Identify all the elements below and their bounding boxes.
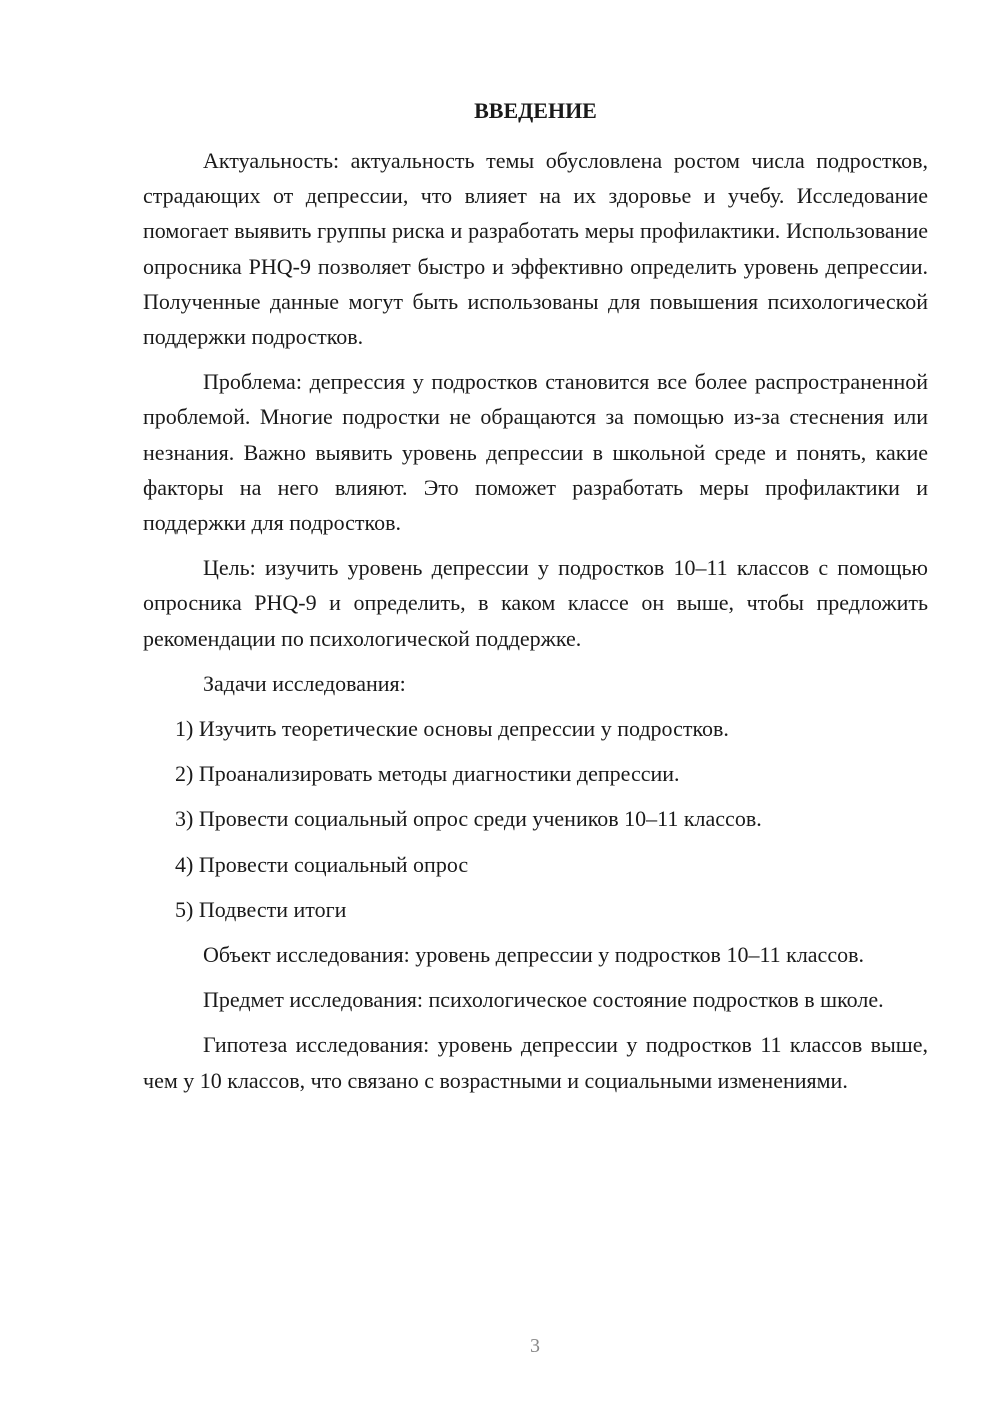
list-item: 4) Провести социальный опрос (175, 851, 469, 877)
tasks-intro: Задачи исследования: (203, 670, 406, 696)
subject-paragraph: Предмет исследования: психологическое состояние подростков в школе. (203, 987, 884, 1013)
page-body (143, 143, 928, 1108)
problem-paragraph: Проблема: депрессия у подростков становится все более распространенной проблемой. Многие подростки не обращаются за помощью из-за стеснения или незнания. Важно выявить уровень депрессии в школьной среде и понять, какие факторы на него влияют. Это поможет разработать меры профилактики и поддержки для подростков. (143, 369, 928, 536)
list-item: 2) Проанализировать методы диагностики депрессии. (175, 761, 680, 787)
list-item: 5) Подвести итоги (175, 896, 347, 922)
list-item: 3) Провести социальный опрос среди учеников 10–11 классов. (175, 806, 762, 832)
relevance-paragraph: Актуальность: актуальность темы обусловлена ростом числа подростков, страдающих от депрессии, что влияет на их здоровье и учебу. Исследование помогает выявить группы риска и разработать меры профилактики. Использование опросника PHQ-9 позволяет быстро и эффективно определить уровень депрессии. Полученные данные могут быть использованы для повышения психологической поддержки подростков. (143, 148, 928, 350)
page-number: 3 (530, 1335, 540, 1357)
goal-paragraph: Цель: изучить уровень депрессии у подростков 10–11 классов с помощью опросника PHQ-9 и определить, в каком классе он выше, чтобы предложить рекомендации по психологической поддержке. (143, 555, 928, 651)
hypothesis-paragraph: Гипотеза исследования: уровень депрессии у подростков 11 классов выше, чем у 10 классов, что связано с возрастными и социальными изменениями. (143, 1032, 928, 1093)
object-paragraph: Объект исследования: уровень депрессии у подростков 10–11 классов. (203, 942, 864, 968)
page-title: ВВЕДЕНИЕ (474, 98, 597, 123)
tasks-list (143, 711, 928, 927)
list-item: 1) Изучить теоретические основы депрессии у подростков. (175, 716, 729, 742)
